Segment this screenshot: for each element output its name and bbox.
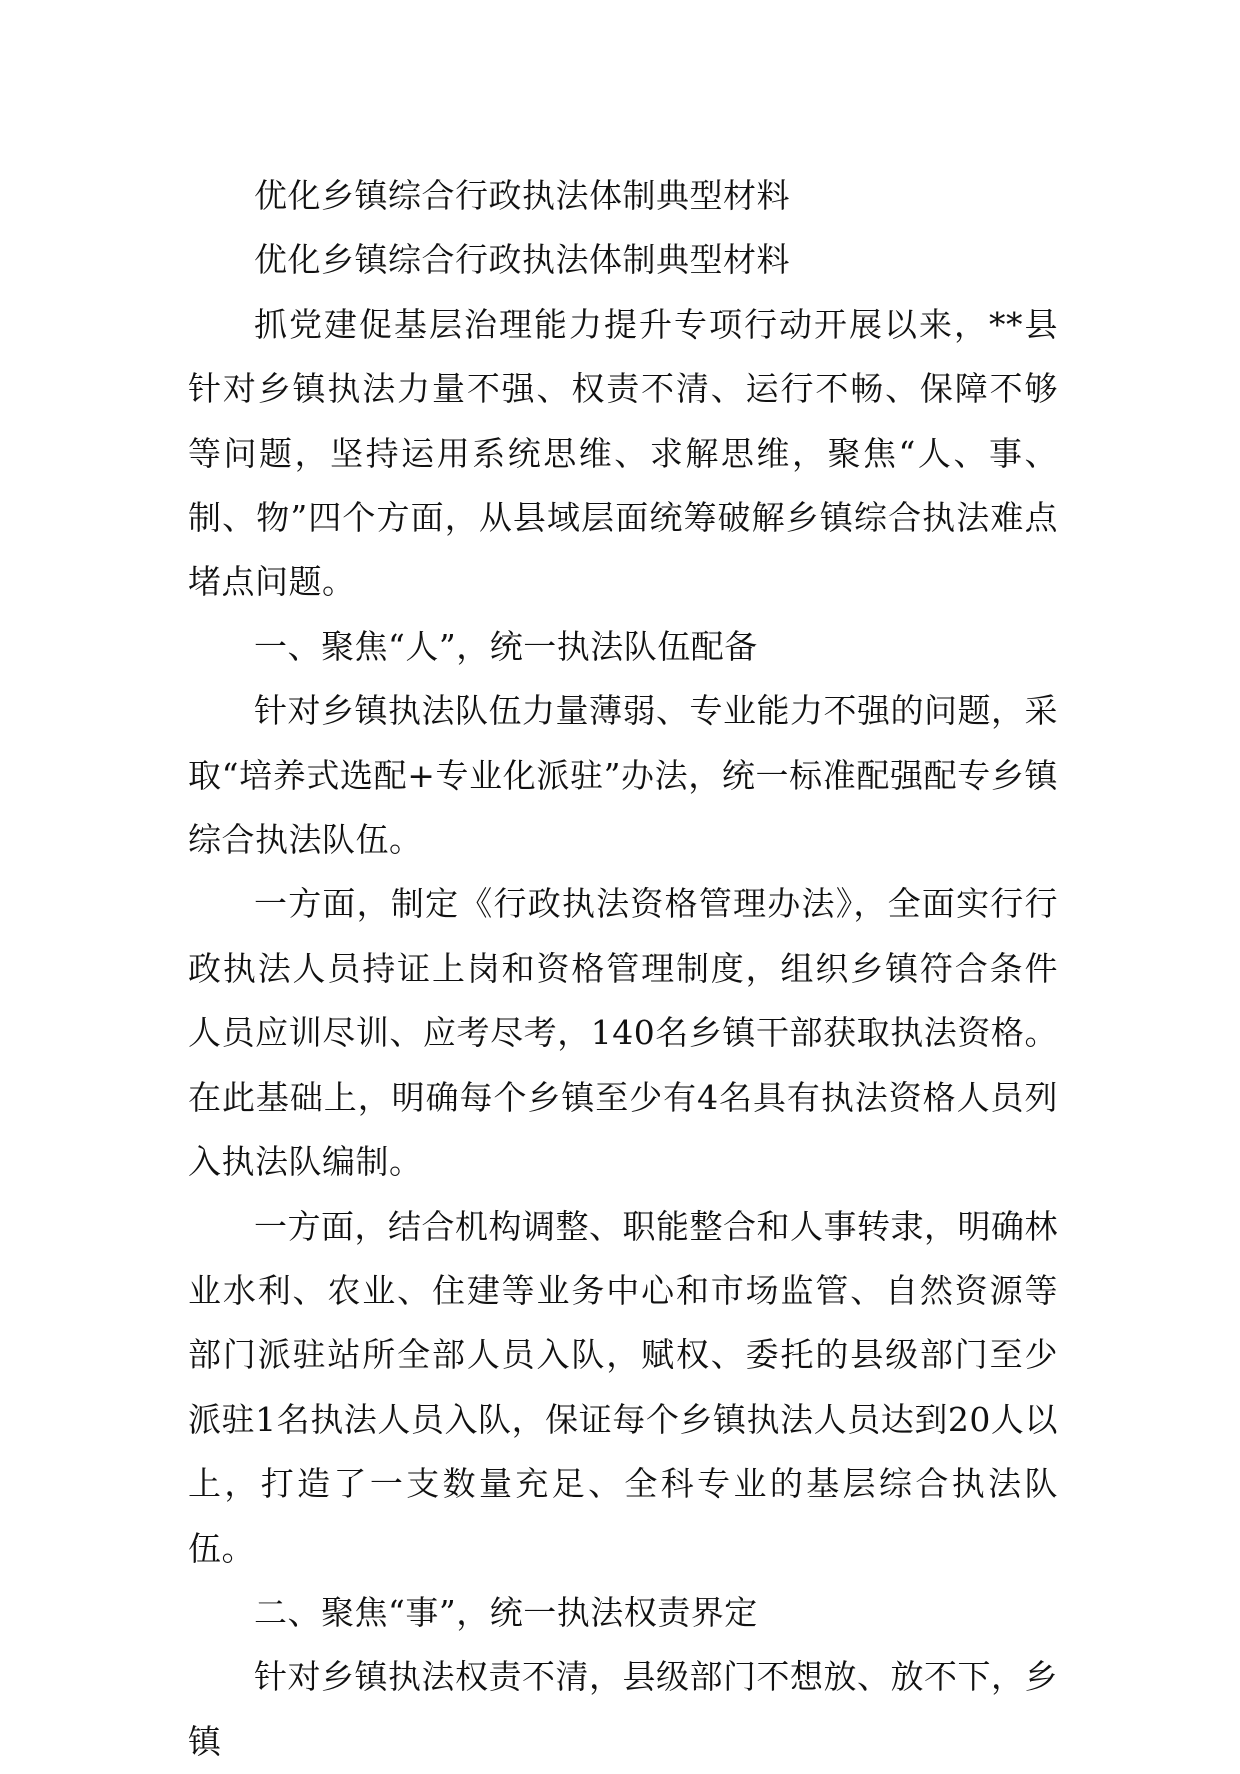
body-paragraph: 一方面，制定《行政执法资格管理办法》，全面实行行政执法人员持证上岗和资格管理制度，组织乡镇符合条件人员应训尽训、应考尽考，140名乡镇干部获取执法资格。在此基础上，明确每个乡镇至少有4名具有执法资格人员列入执法队编制。: [188, 884, 1058, 1182]
section-heading-1: 一、聚焦“人”，统一执法队伍配备: [254, 626, 758, 666]
intro-paragraph: 抓党建促基层治理能力提升专项行动开展以来，**县针对乡镇执法力量不强、权责不清、运行不畅、保障不够等问题，坚持运用系统思维、求解思维，聚焦“人、事、制、物”四个方面，从县域层面统筹破解乡镇综合执法难点堵点问题。: [188, 304, 1058, 602]
body-paragraph: 针对乡镇执法权责不清，县级部门不想放、放不下，乡镇: [188, 1657, 1058, 1761]
document-body: [188, 164, 1058, 1774]
document-title-line-2: 优化乡镇综合行政执法体制典型材料: [254, 240, 790, 280]
section-heading-2: 二、聚焦“事”，统一执法权责界定: [254, 1592, 758, 1632]
body-paragraph: 一方面，结合机构调整、职能整合和人事转隶，明确林业水利、农业、住建等业务中心和市场监管、自然资源等部门派驻站所全部人员入队，赋权、委托的县级部门至少派驻1名执法人员入队，保证每个乡镇执法人员达到20人以上，打造了一支数量充足、全科专业的基层综合执法队伍。: [188, 1206, 1058, 1568]
document-title-line-1: 优化乡镇综合行政执法体制典型材料: [254, 176, 790, 215]
body-paragraph: 针对乡镇执法队伍力量薄弱、专业能力不强的问题，采取“培养式选配+专业化派驻”办法，统一标准配强配专乡镇综合执法队伍。: [188, 691, 1058, 860]
